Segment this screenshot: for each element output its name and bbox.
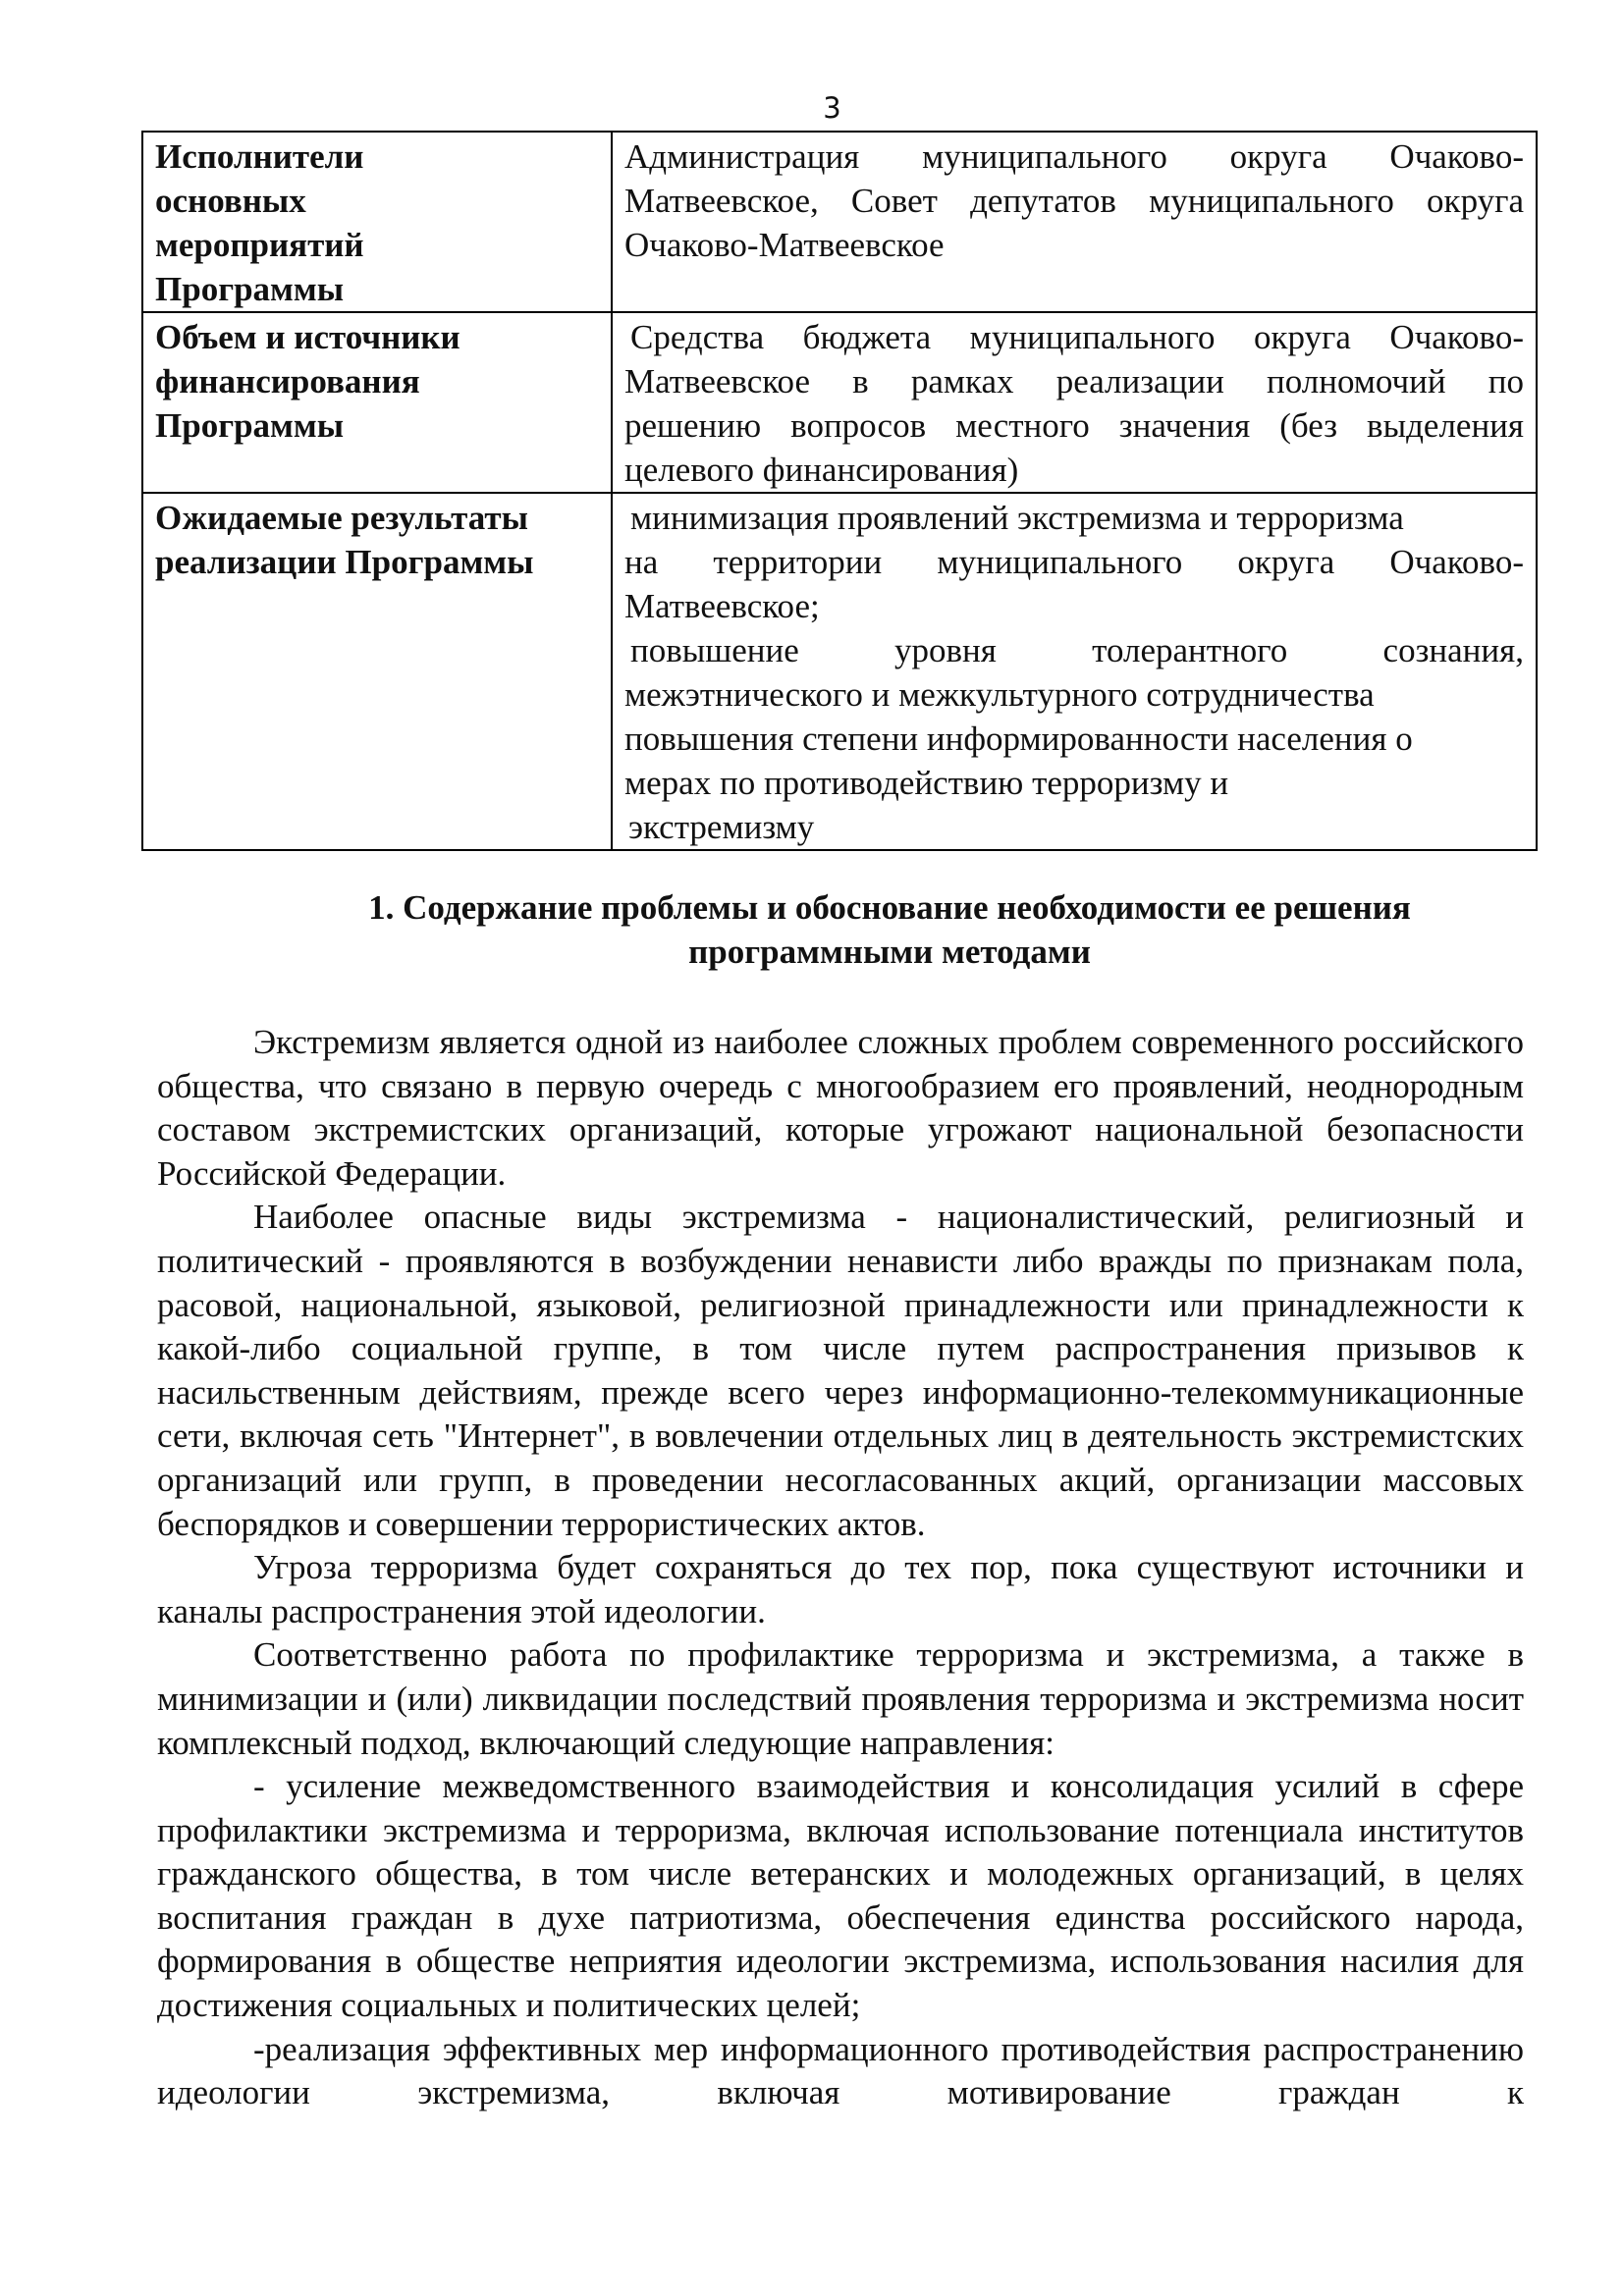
label-line: Объем и источники <box>155 318 460 356</box>
section-heading <box>251 885 1528 974</box>
value-line: Матвеевское; <box>624 587 820 625</box>
value-line: Матвеевское в рамках реализации полномочий по <box>624 362 1524 400</box>
value-line: минимизация проявлений экстремизма и терроризма <box>630 499 1404 537</box>
table-row <box>142 312 1537 493</box>
label-line: финансирования <box>155 362 420 400</box>
value-line: межэтнического и межкультурного сотрудничества <box>624 675 1375 714</box>
paragraph: - усиление межведомственного взаимодействия и консолидация усилий в сфере профилактики экстремизма и терроризма, включая использование потенциала институтов гражданского общества, в том числе ветеранских и молодежных организаций, в целях воспитания граждан в духе патриотизма, обеспечения единства российского народа, формирования в обществе неприятия идеологии экстремизма, использования насилия для достижения социальных и политических целей; <box>157 1767 1524 2025</box>
value-line: решению вопросов местного значения (без выделения <box>624 406 1524 445</box>
row-label-funding <box>142 312 612 493</box>
page-number: 3 <box>823 91 841 125</box>
row-value-expected-results <box>612 493 1537 850</box>
value-line: Администрация муниципального округа Очаково- <box>624 137 1524 176</box>
value-line: Матвеевское, Совет депутатов муниципального округа <box>624 182 1524 220</box>
section-heading-line: 1. Содержание проблемы и обоснование необходимости ее решения <box>368 888 1411 927</box>
label-line: Программы <box>155 270 345 308</box>
paragraph: Соответственно работа по профилактике терроризма и экстремизма, а также в минимизации и (или) ликвидации последствий проявления терроризма и экстремизма носит комплексный подход, включающий следующие направления: <box>157 1635 1524 1762</box>
program-passport-table <box>141 131 1538 851</box>
paragraph: Угроза терроризма будет сохраняться до тех пор, пока существуют источники и каналы распространения этой идеологии. <box>157 1548 1524 1630</box>
row-label-expected-results <box>142 493 612 850</box>
value-line: экстремизму <box>628 808 815 846</box>
section-heading-line: программными методами <box>688 933 1091 971</box>
row-value-funding <box>612 312 1537 493</box>
value-line: целевого финансирования) <box>624 451 1019 489</box>
paragraph: Наиболее опасные виды экстремизма - националистический, религиозный и политический - проявляются в возбуждении ненависти либо вражды по признакам пола, расовой, национальной, языковой, религиозной принадлежности или принадлежности к какой-либо социальной группе, в том числе путем распространения призывов к насильственным действиям, прежде всего через информационно-телекоммуникационные сети, включая сеть "Интернет", в вовлечении отдельных лиц в деятельность экстремистских организаций или групп, в проведении несогласованных акций, организации массовых беспорядков и совершении террористических актов. <box>157 1198 1524 1543</box>
value-line: Очаково-Матвеевское <box>624 226 945 264</box>
value-line: мерах по противодействию терроризму и <box>624 764 1229 802</box>
paragraph: Экстремизм является одной из наиболее сложных проблем современного российского общества, что связано в первую очередь с многообразием его проявлений, неоднородным составом экстремистских организаций, которые угрожают национальной безопасности Российской Федерации. <box>157 1023 1524 1193</box>
table-row <box>142 132 1537 312</box>
paragraph: -реализация эффективных мер информационного противодействия распространению идеологии экстремизма, включая мотивирование граждан к <box>157 2029 1524 2112</box>
label-line: Исполнители <box>155 137 364 176</box>
row-label-executors <box>142 132 612 312</box>
section-body <box>157 1021 1524 2115</box>
table-row <box>142 493 1537 850</box>
label-line: мероприятий <box>155 226 364 264</box>
value-line: Средства бюджета муниципального округа Очаково- <box>630 318 1524 356</box>
row-value-executors <box>612 132 1537 312</box>
value-line: повышение уровня толерантного сознания, <box>630 631 1524 669</box>
label-line: Ожидаемые результаты <box>155 499 528 537</box>
label-line: реализации Программы <box>155 543 534 581</box>
label-line: Программы <box>155 406 345 445</box>
label-line: основных <box>155 182 306 220</box>
value-line: на территории муниципального округа Очаково- <box>624 543 1524 581</box>
value-line: повышения степени информированности населения о <box>624 720 1413 758</box>
